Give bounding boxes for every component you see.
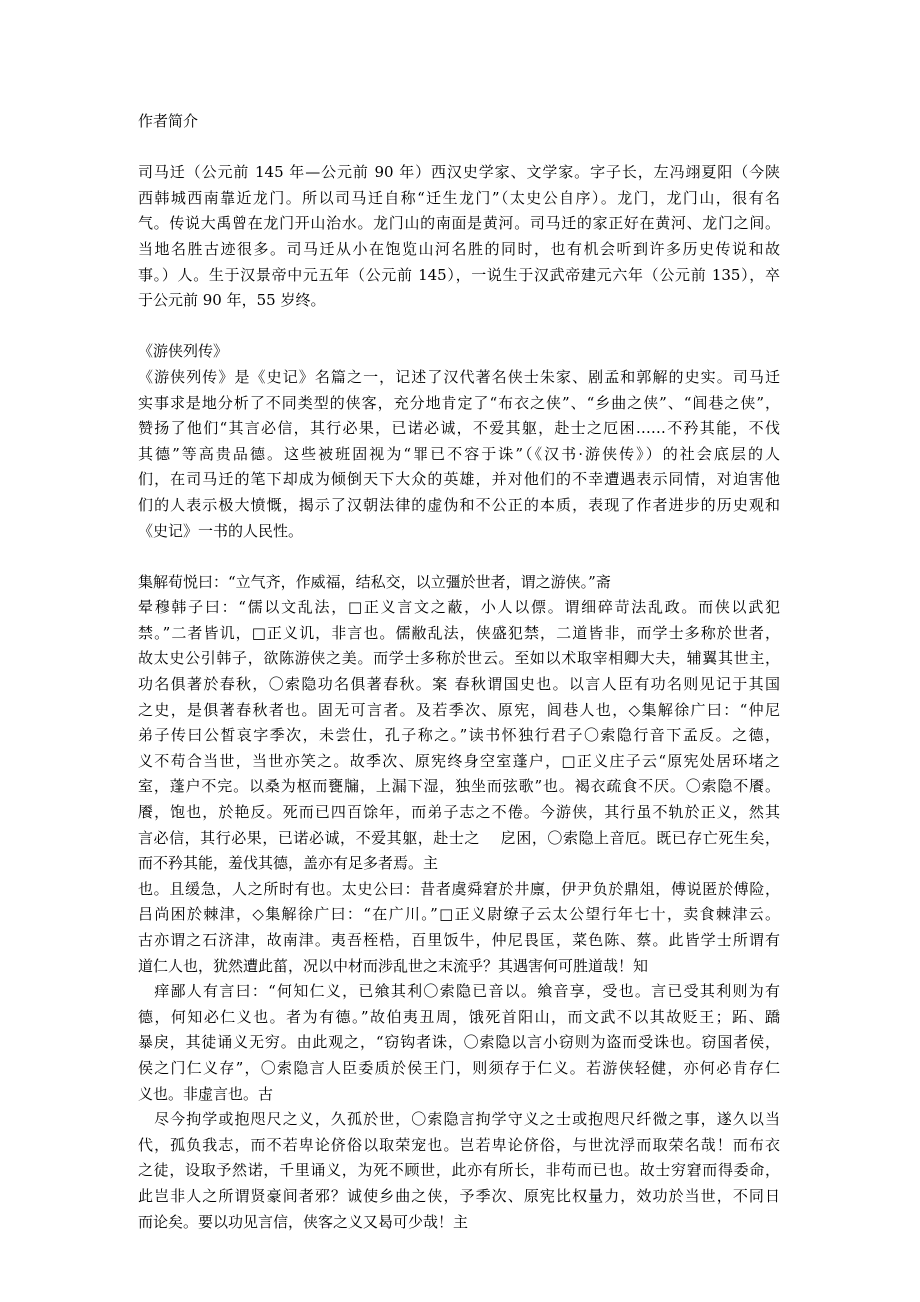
text-line: 古亦谓之石济津，故南津。夷吾桎梏，百里饭牛，仲尼畏匡，菜色陈、蔡。此皆学士所谓有 bbox=[138, 931, 780, 949]
intro-paragraph bbox=[138, 160, 780, 314]
text-line: 当地名胜古迹很多。司马迁从小在饱览山河名胜的同时，也有机会听到许多历史传说和故 bbox=[138, 239, 780, 258]
text-line: 西韩城西南靠近龙门。所以司马迁自称“迁生龙门”（太史公自序）。龙门，龙门山，很有名 bbox=[138, 188, 780, 207]
text-line: 餍，饱也，於艳反。死而已四百馀年，而弟子志之不倦。今游侠，其行虽不轨於正义，然其 bbox=[138, 803, 780, 822]
document-page bbox=[138, 109, 780, 1235]
text-line: 事。）人。生于汉景帝中元五年（公元前 145），一说生于汉武帝建元六年（公元前 135），卒 bbox=[138, 265, 780, 284]
text-line: 义不苟合当世，当世亦笑之。故季次、原宪终身空室蓬户，□正义庄子云“原宪处居环堵之 bbox=[138, 751, 780, 770]
text-line: 尽今拘学或抱咫尺之义，久孤於世，〇索隐言拘学守义之士或抱咫尺纤微之事，遂久以当 bbox=[138, 1110, 780, 1129]
text-line: 代，孤负我志，而不若卑论侪俗以取荣宠也。岂若卑论侪俗，与世沈浮而取荣名哉！而布衣 bbox=[138, 1135, 780, 1154]
text-line: 于公元前 90 年，55 岁终。 bbox=[138, 291, 326, 310]
text-line: 之徒，设取予然诺，千里诵义，为死不顾世，此亦有所长，非苟而已也。故士穷窘而得委命， bbox=[138, 1161, 780, 1180]
intro-heading: 作者简介 bbox=[138, 112, 199, 130]
text-line: 吕尚困於棘津，◇集解徐广曰：“在广川。”□正义尉缭子云太公望行年七十，卖食棘津云。 bbox=[138, 905, 780, 924]
text-line: 们的人表示极大愤慨，揭示了汉朝法律的虚伪和不公正的本质，表现了作者进步的历史观和 bbox=[138, 495, 780, 514]
text-line: 禁。”二者皆讥，□正义讥，非言也。儒敝乱法，侠盛犯禁，二道皆非，而学士多称於世者， bbox=[138, 623, 780, 642]
paragraph-gap bbox=[138, 135, 780, 161]
paragraph-gap bbox=[138, 314, 780, 340]
text-line: 其德”等高贵品德。这些被班固视为“罪已不容于诛”（《汉书·游侠传》）的社会底层的人 bbox=[138, 444, 780, 463]
text-line: 赞扬了他们“其言必信，其行必果，已诺必诚，不爱其躯，赴士之厄困……不矜其能，不伐 bbox=[138, 419, 780, 438]
text-line: 《游侠列传》是《史记》名篇之一，记述了汉代著名侠士朱家、剧孟和郭解的史实。司马迁 bbox=[138, 367, 780, 386]
paragraph-gap bbox=[138, 544, 780, 570]
text-line: 此岂非人之所谓贤豪间者邪？诚使乡曲之侠，予季次、原宪比权量力，效功於当世，不同日 bbox=[138, 1186, 780, 1205]
youxia-paragraph bbox=[138, 365, 780, 544]
youxia-heading: 《游侠列传》 bbox=[138, 342, 229, 361]
text-line: 暴戾，其徒诵义无穷。由此观之，“窃钩者诛，〇索隐以言小窃则为盗而受诛也。窃国者侯， bbox=[138, 1033, 780, 1052]
text-line: 《史记》一书的人民性。 bbox=[138, 521, 304, 540]
text-line: 道仁人也，犹然遭此菑，况以中材而涉乱世之末流乎？其遇害何可胜道哉！知 bbox=[138, 956, 649, 975]
text-line: 晕穆韩子曰：“儒以文乱法，□正义言文之蔽，小人以僄。谓细碎苛法乱政。而侠以武犯 bbox=[138, 598, 780, 617]
text-line: 气。传说大禹曾在龙门开山治水。龙门山的南面是黄河。司马迁的家正好在黄河、龙门之间。 bbox=[138, 214, 780, 233]
text-line: 功名俱著於春秋，〇索隐功名俱著春秋。案 春秋谓国史也。以言人臣有功名则见记于其国 bbox=[138, 675, 780, 694]
annotated-text bbox=[138, 570, 780, 1235]
text-line: 们，在司马迁的笔下却成为倾倒天下大众的英雄，并对他们的不幸遭遇表示同情，对迫害他 bbox=[138, 470, 780, 489]
text-line: 集解荀悦曰：“立气齐，作威福，结私交，以立彊於世者，谓之游侠。”斋 bbox=[138, 572, 611, 591]
text-line: 也。且缓急，人之所时有也。太史公曰：昔者虞舜窘於井廪，伊尹负於鼎俎，傅说匿於傅险， bbox=[138, 879, 780, 898]
text-line: 而不矜其能，羞伐其德，盖亦有足多者焉。主 bbox=[138, 854, 439, 873]
text-line: 言必信，其行必果，已诺必诚，不爱其躯，赴士之 戹困，〇索隐上音厄。既已存亡死生矣， bbox=[138, 828, 780, 847]
text-line: 弟子传曰公皙哀字季次，未尝仕，孔子称之。”读书怀独行君子〇索隐行音下孟反。之德， bbox=[138, 726, 780, 745]
text-line: 故太史公引韩子，欲陈游侠之美。而学士多称於世云。至如以术取宰相卿大夫，辅翼其世主， bbox=[138, 649, 780, 668]
text-line: 室，蓬户不完。以桑为枢而甕牖，上漏下湿，独坐而弦歌”也。褐衣疏食不厌。〇索隐不餍。 bbox=[138, 777, 780, 796]
text-line: 德，何知必仁义也。者为有德。”故伯夷丑周，饿死首阳山，而文武不以其故贬王；跖、蹻 bbox=[138, 1007, 780, 1026]
text-line: 司马迁（公元前 145 年—公元前 90 年）西汉史学家、文学家。字子长，左冯翊夏阳（今陕 bbox=[138, 163, 780, 182]
text-line: 之史，是俱著春秋者也。固无可言者。及若季次、原宪，闾巷人也，◇集解徐广曰：“仲尼 bbox=[138, 700, 780, 719]
text-line: 义也。非虚言也。古 bbox=[138, 1084, 274, 1103]
text-line: 而论矣。要以功见言信，侠客之义又曷可少哉！主 bbox=[138, 1212, 469, 1231]
text-line: 侯之门仁义存”，〇索隐言人臣委质於侯王门，则须存于仁义。若游侠轻健，亦何必肯存仁 bbox=[138, 1058, 780, 1077]
text-line: 实事求是地分析了不同类型的侠客，充分地肯定了“布衣之侠”、“乡曲之侠”、“闾巷之侠”， bbox=[138, 393, 780, 412]
text-line: 痒鄙人有言曰：“何知仁义，已飨其利〇索隐已音以。飨音享，受也。言已受其利则为有 bbox=[138, 982, 780, 1001]
